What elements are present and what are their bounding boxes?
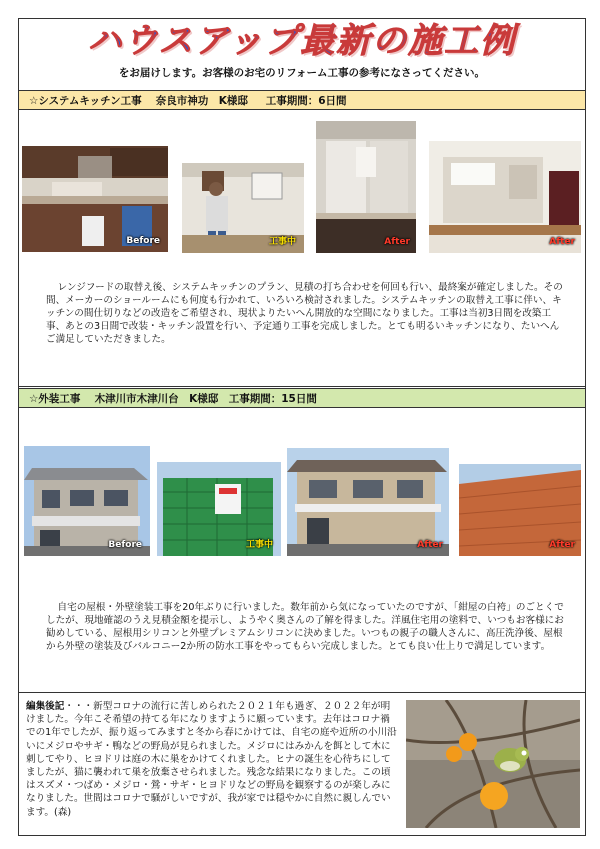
photo-tag: Before [126, 236, 160, 246]
editor-note-text: ・・・新型コロナの流行に苦しめられた２０２１年も過ぎ、２０２２年が明けました。今年こそ希望の持てる年になりますように願っています。去年はコロナ禍での1年でしたが、振り返ってみますと冬から春にかけては、自宅の庭や近所の小川沿いにメジロやサギ・鴨などの野鳥が見られました。メジロにはみかんを餌として木に刺してやり、ヒヨドリは庭の木に巣をかけてくれました。ヒナの誕生を心待ちにしてましたが、猫に襲われて巣を放棄させられました。残念な結果になりました。この頃はスズメ・つばめ・メジロ・鶯・サギ・ヒヨドリなどの野鳥を観察するのが楽しみになりました。世間はコロナで騒がしいですが、我が家では穏やかに自然に親しんでいます。(森) [26, 701, 397, 818]
editor-note [26, 700, 398, 819]
photo-tag: 工事中 [268, 237, 296, 247]
section2-body: 自宅の屋根・外壁塗装工事を20年ぶりに行いました。数年前から気になっていたのですが、「紺屋の白袴」のごとくでしたが、現地確認のうえ見積金額を提示し、ようやく奥さんの了解を得ました。洋風住宅用の塗料で、いつもお客様にお勧めしている、屋根用シリコンと外壁プレミアムシリコンに決めました。いつもの親子の職人さんに、高圧洗浄後、屋根から外壁の塗装及びバルコニー2か所の防水工事をやってもらい完成しました。とても良い仕上りで満足しています。 [46, 602, 564, 652]
page-title: ハウスアップ最新の施工例 [87, 21, 517, 61]
photo-tag: Before [108, 540, 142, 550]
title-area [18, 20, 586, 62]
exterior-before-photo [24, 446, 150, 556]
mejiro-bird-image [406, 700, 580, 828]
exterior-after-photo-1 [287, 448, 449, 556]
photo-tag: After [549, 237, 575, 247]
photo-tag: 工事中 [245, 540, 273, 550]
kitchen-before-photo [22, 146, 168, 252]
exterior-after-photo-2 [459, 464, 581, 556]
photo-tag: After [417, 540, 443, 550]
section1-body: レンジフードの取替え後、システムキッチンのプラン、見積の打ち合わせを何回も行い、最終案が確定しました。その間、メーカーのショールームにも何度も行かれて、いろいろ検討されました。システムキッチンの取替え工事に伴い、キッチンの間仕切りなどの改造をご希望され、現状よりたいへん開放的な空間になりました。工事は当初3日間を改築工事、あとの3日間で改装・キッチン設置を行い、予定通り工事を完成しました。とても明るいキッチンになり、たいへんご満足していただきました。 [46, 282, 563, 345]
kitchen-progress-photo [182, 163, 304, 253]
editor-note-label: 編集後記 [26, 701, 65, 712]
page-subtitle: をお届けします。お客様のお宅のリフォーム工事の参考になさってください。 [118, 67, 486, 79]
section-divider [19, 692, 585, 693]
photo-tag: After [549, 540, 575, 550]
section1-heading: ☆システムキッチン工事 奈良市神功 K様邸 工事期間：6日間 [19, 90, 585, 110]
kitchen-after-photo-1 [316, 121, 416, 253]
bird-photo [406, 700, 580, 828]
photo-tag: After [384, 237, 410, 247]
exterior-progress-photo [157, 462, 281, 556]
kitchen-after-photo-2 [429, 141, 581, 253]
kitchen-after-image-1 [316, 121, 416, 253]
section-divider [19, 386, 585, 387]
section2-heading: ☆外装工事 木津川市木津川台 K様邸 工事期間：15日間 [19, 388, 585, 408]
